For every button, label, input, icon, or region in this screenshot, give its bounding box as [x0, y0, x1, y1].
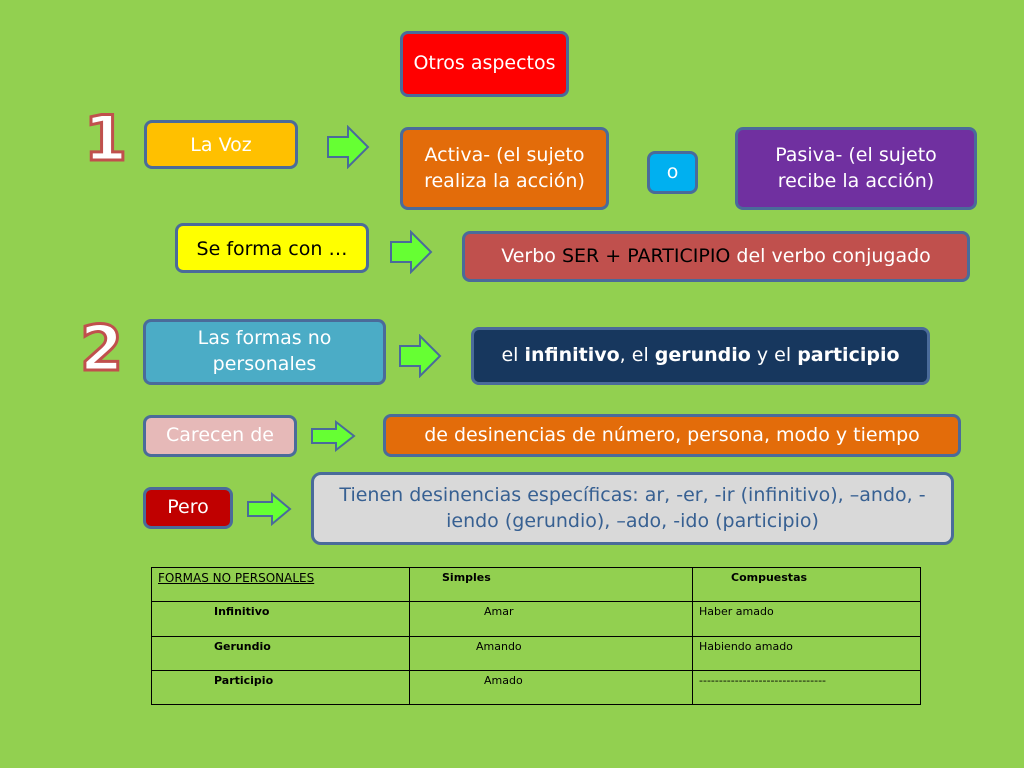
number-one: 1 [84, 102, 128, 175]
pero-label: Pero [167, 496, 209, 519]
o-box [647, 151, 698, 194]
header-simples: Simples [442, 571, 491, 584]
activa-box [400, 127, 609, 210]
pasiva-box [735, 127, 977, 210]
table-header-cell [410, 568, 693, 602]
arrow-right-icon [389, 230, 433, 274]
desinencias-box [383, 414, 961, 457]
number-two: 2 [80, 312, 124, 385]
pasiva-label: Pasiva- (el sujeto recibe la acción) [775, 143, 937, 192]
row-label: Gerundio [214, 639, 271, 653]
se-forma-box [175, 223, 369, 273]
la-voz-label: La Voz [190, 134, 252, 156]
table-cell [693, 670, 921, 704]
inf-b1: infinitivo [524, 344, 620, 367]
inf-p2: , el [619, 344, 655, 367]
verbo-post: del verbo conjugado [730, 244, 931, 267]
table-header-cell [693, 568, 921, 602]
formas-box [143, 319, 386, 385]
table-cell [152, 670, 410, 704]
desinencias-label: de desinencias de número, persona, modo y tiempo [424, 423, 920, 446]
table-cell [410, 670, 693, 704]
la-voz-box [144, 120, 298, 169]
arrow-right-icon [398, 334, 442, 378]
table-header-row [152, 568, 921, 602]
cell-compuesta: -------------------------------- [699, 673, 827, 687]
cell-simple: Amando [476, 639, 522, 653]
table-cell [152, 636, 410, 670]
cell-simple: Amar [484, 605, 514, 619]
arrow-right-icon [326, 125, 370, 169]
table-cell [693, 636, 921, 670]
carecen-box [143, 415, 297, 457]
header-formas: FORMAS NO PERSONALES [158, 571, 315, 585]
row-label: Infinitivo [214, 605, 270, 619]
otros-aspectos-label: Otros aspectos [413, 52, 556, 75]
tienen-box [311, 472, 954, 545]
cell-compuesta: Habiendo amado [699, 639, 793, 653]
cell-simple: Amado [484, 673, 523, 687]
activa-label: Activa- (el sujeto realiza la acción) [424, 143, 585, 192]
arrow-right-icon [310, 420, 356, 452]
row-label: Participio [214, 673, 274, 687]
verbo-ser-participio: SER + PARTICIPIO [561, 244, 731, 267]
infinitivo-box [471, 327, 930, 385]
otros-aspectos-box [400, 31, 569, 97]
table-cell [152, 602, 410, 636]
inf-p3: y el [750, 344, 798, 367]
o-label: o [666, 160, 679, 183]
table-cell [410, 602, 693, 636]
header-compuestas: Compuestas [731, 571, 808, 584]
pero-box [143, 487, 233, 529]
cell-compuesta: Haber amado [699, 605, 774, 619]
table-cell [410, 636, 693, 670]
table-row [152, 670, 921, 704]
table-row [152, 636, 921, 670]
table-row [152, 602, 921, 636]
verbo-box [462, 231, 970, 282]
inf-b3: participio [797, 344, 900, 367]
inf-b2: gerundio [654, 344, 751, 367]
arrow-right-icon [246, 492, 292, 526]
formas-label: Las formas no personales [197, 327, 332, 375]
se-forma-label: Se forma con … [196, 238, 348, 260]
formas-no-personales-table [151, 567, 921, 705]
carecen-label: Carecen de [166, 424, 274, 447]
tienen-label: Tienen desinencias específicas: ar, -er, -ir (infinitivo), –ando, -iendo (gerundio), –ado, -ido (participio) [339, 483, 926, 532]
table-cell [693, 602, 921, 636]
verbo-pre: Verbo [501, 244, 562, 267]
table-header-cell [152, 568, 410, 602]
inf-p1: el [501, 344, 525, 367]
